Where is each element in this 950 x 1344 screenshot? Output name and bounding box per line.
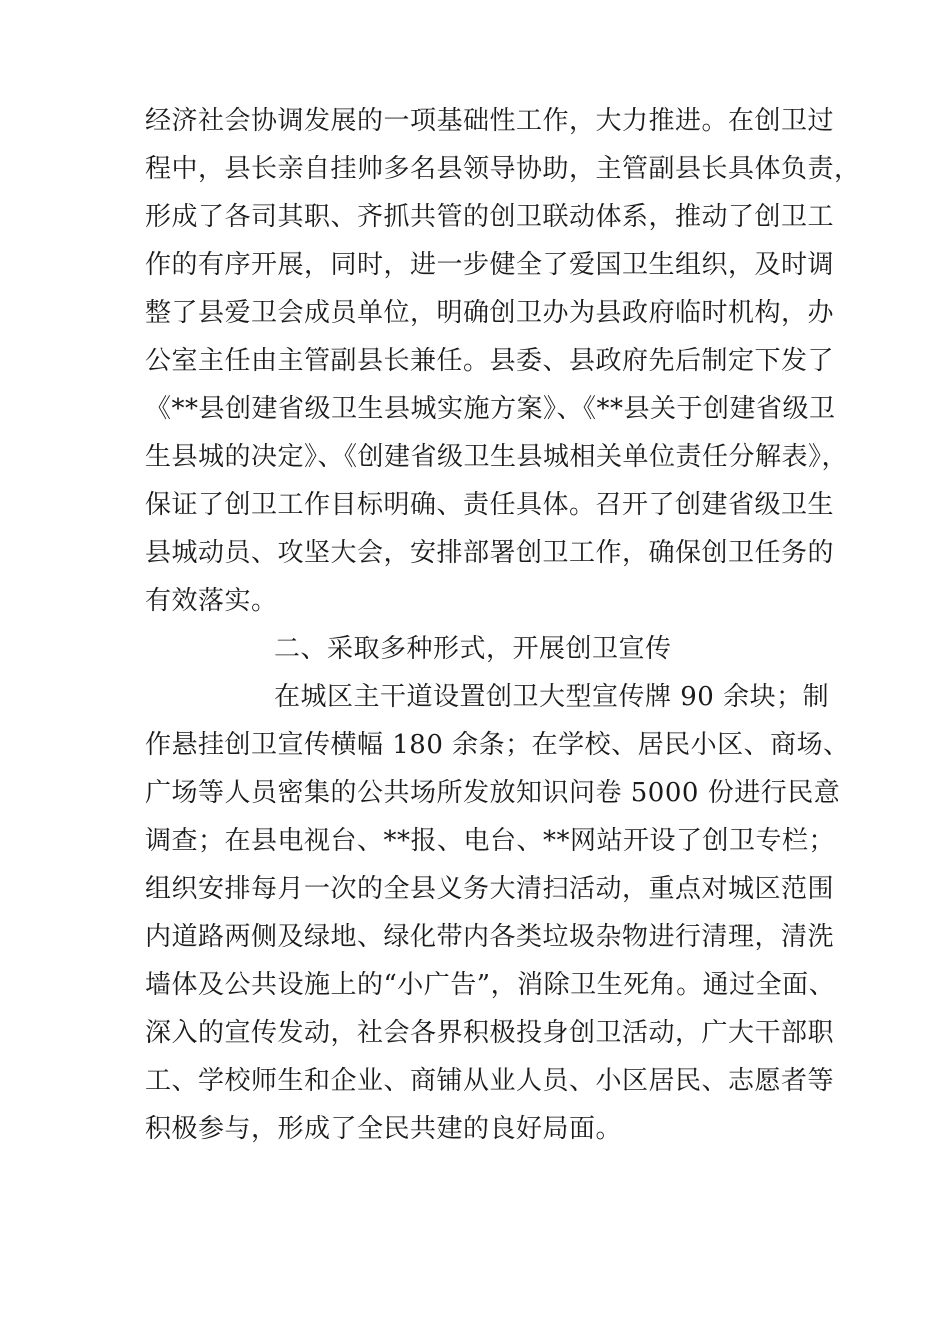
- text-line: 有效落实。: [145, 586, 278, 616]
- text-line: 县城动员、攻坚大会，安排部署创卫工作，确保创卫任务的: [145, 538, 835, 568]
- text-line: 经济社会协调发展的一项基础性工作，大力推进。在创卫过: [145, 106, 835, 136]
- text-line: 组织安排每月一次的全县义务大清扫活动，重点对城区范围: [145, 874, 835, 904]
- section-heading: 二、采取多种形式，开展创卫宣传: [274, 634, 672, 664]
- document-body: [145, 97, 861, 1153]
- text-line: 在城区主干道设置创卫大型宣传牌 90 余块；制: [274, 682, 830, 712]
- paragraph-1: [145, 97, 861, 625]
- text-line: 整了县爱卫会成员单位，明确创卫办为县政府临时机构，办: [145, 298, 835, 328]
- text-line: 形成了各司其职、齐抓共管的创卫联动体系，推动了创卫工: [145, 202, 835, 232]
- text-line: 调查；在县电视台、**报、电台、**网站开设了创卫专栏；: [145, 826, 836, 856]
- text-line: 程中，县长亲自挂帅多名县领导协助，主管副县长具体负责，: [145, 154, 861, 184]
- text-line: 作悬挂创卫宣传横幅 180 余条；在学校、居民小区、商场、: [145, 730, 850, 760]
- text-line: 工、学校师生和企业、商铺从业人员、小区居民、志愿者等: [145, 1066, 835, 1096]
- text-line: 公室主任由主管副县长兼任。县委、县政府先后制定下发了: [145, 346, 835, 376]
- text-line: 《**县创建省级卫生县城实施方案》、《**县关于创建省级卫: [145, 394, 836, 424]
- text-line: 广场等人员密集的公共场所发放知识问卷 5000 份进行民意: [145, 778, 841, 808]
- text-line: 保证了创卫工作目标明确、责任具体。召开了创建省级卫生: [145, 490, 835, 520]
- paragraph-2: [145, 673, 850, 1153]
- text-line: 生县城的决定》、《创建省级卫生县城相关单位责任分解表》，: [145, 442, 849, 472]
- text-line: 作的有序开展，同时，进一步健全了爱国卫生组织，及时调: [145, 250, 835, 280]
- text-line: 内道路两侧及绿地、绿化带内各类垃圾杂物进行清理，清洗: [145, 922, 835, 952]
- text-line: 积极参与，形成了全民共建的良好局面。: [145, 1114, 623, 1144]
- text-line: 墙体及公共设施上的“小广告”，消除卫生死角。通过全面、: [145, 970, 836, 1000]
- text-line: 深入的宣传发动，社会各界积极投身创卫活动，广大干部职: [145, 1018, 835, 1048]
